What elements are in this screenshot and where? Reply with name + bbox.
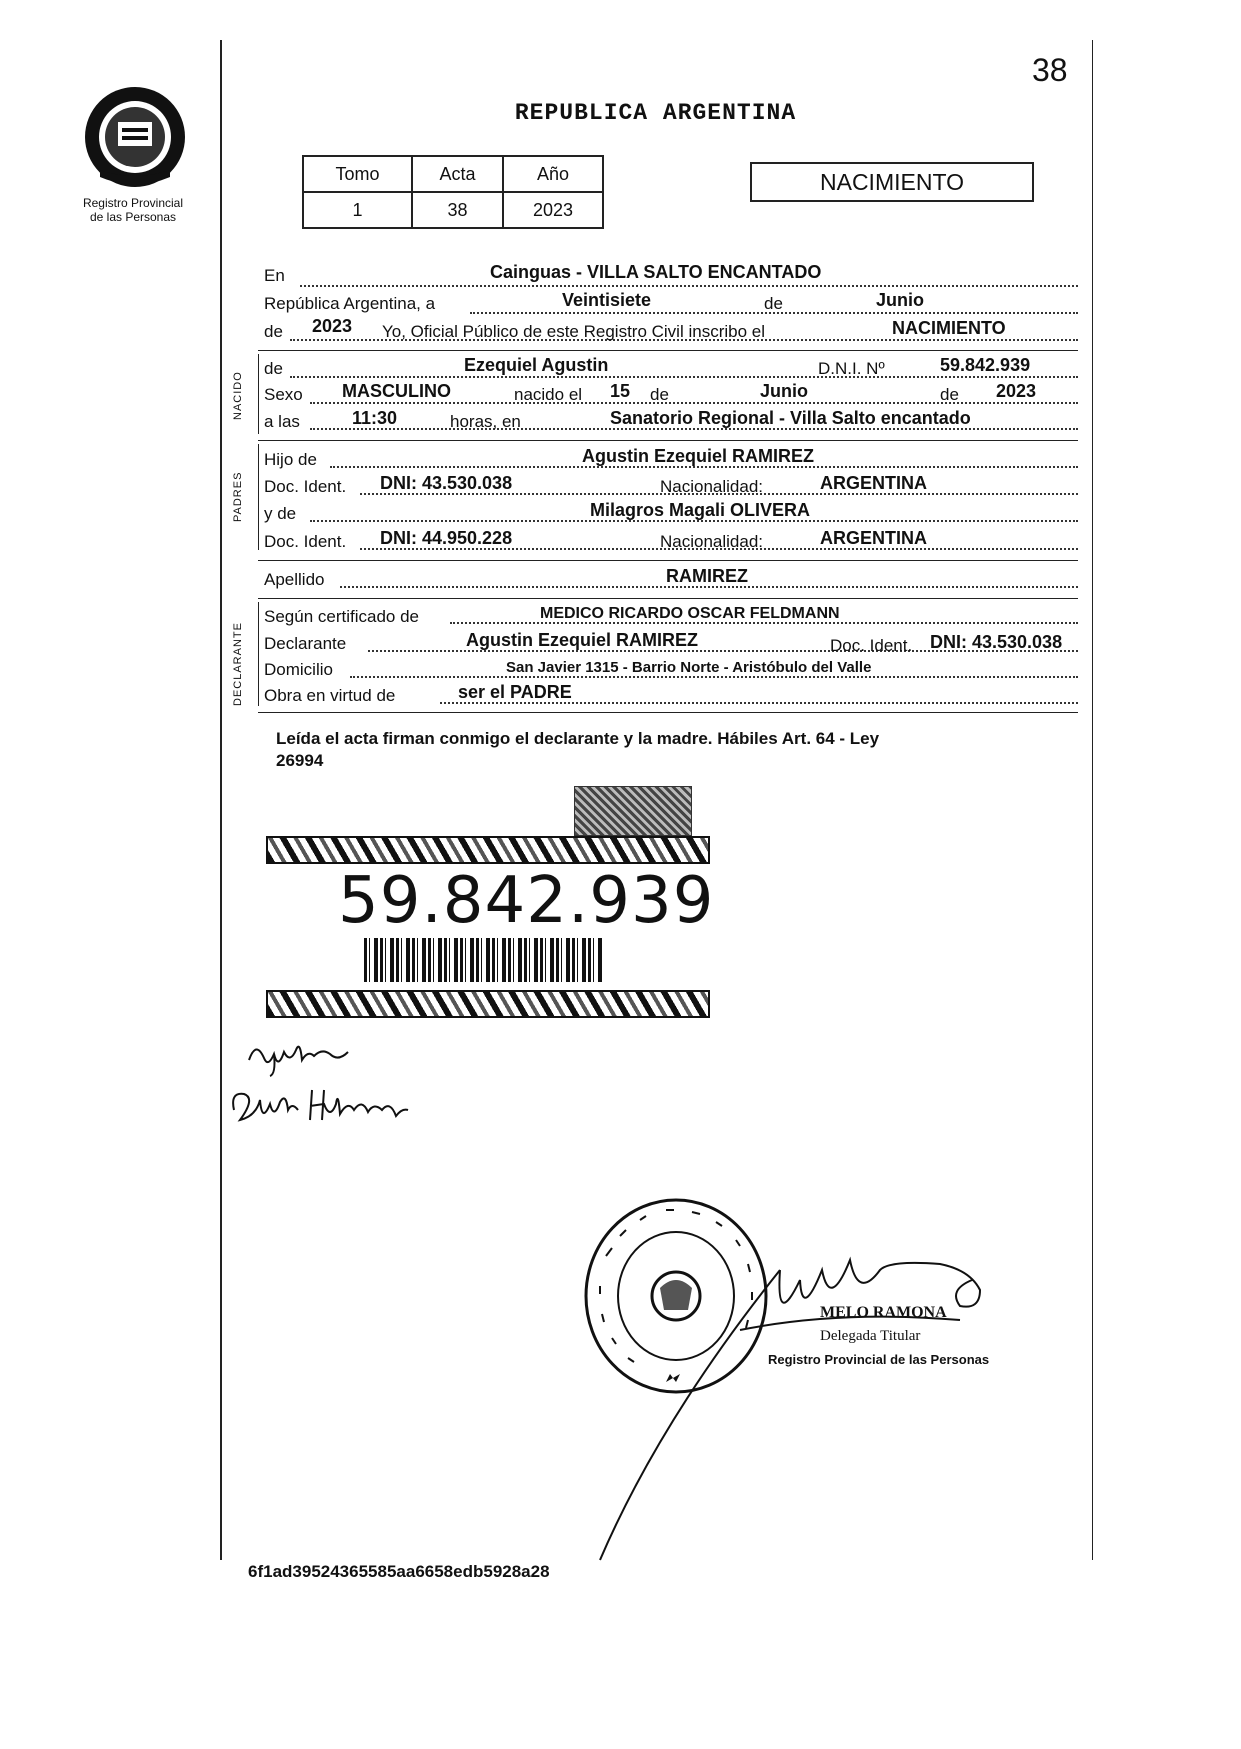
label-domicilio: Domicilio xyxy=(264,660,333,679)
signature-declarante xyxy=(244,1030,354,1085)
value-lugar: Cainguas - VILLA SALTO ENCANTADO xyxy=(490,262,822,282)
left-margin-line xyxy=(220,40,222,1560)
label-horas-en: horas, en xyxy=(450,412,521,431)
value-mes-nac: Junio xyxy=(760,381,808,401)
label-y-de: y de xyxy=(264,504,297,523)
label-apellido: Apellido xyxy=(264,570,325,589)
value-inscribe: NACIMIENTO xyxy=(892,318,1006,338)
value-madre: Milagros Magali OLIVERA xyxy=(590,500,811,520)
section-padres: PADRES xyxy=(232,471,244,522)
value-padre-dni: DNI: 43.530.038 xyxy=(380,473,513,493)
label-de-month: de xyxy=(764,294,783,313)
record-type-box: NACIMIENTO xyxy=(750,162,1034,202)
label-republica: República Argentina, a xyxy=(264,294,436,313)
official-title: Delegada Titular xyxy=(820,1328,921,1344)
label-sexo: Sexo xyxy=(264,385,303,404)
value-mes: Junio xyxy=(876,290,924,310)
dni-sticker-number: 59.842.939 xyxy=(338,864,715,938)
closing-line2: 26994 xyxy=(276,751,324,770)
label-de3: de xyxy=(940,385,959,404)
label-doc-ident1: Doc. Ident. xyxy=(264,477,347,496)
value-anio: 2023 xyxy=(312,316,353,336)
value-domicilio: San Javier 1315 - Barrio Norte - Aristóbulo del Valle xyxy=(506,659,872,676)
table-cell: 2023 xyxy=(503,192,603,228)
signature-madre xyxy=(226,1080,416,1141)
value-anio-nac: 2023 xyxy=(996,381,1037,401)
label-nacido-el: nacido el xyxy=(514,385,583,404)
label-hijo-de: Hijo de xyxy=(264,450,317,469)
label-nacionalidad2: Nacionalidad: xyxy=(660,532,764,551)
value-madre-nac: ARGENTINA xyxy=(820,528,927,548)
security-strip-top xyxy=(266,836,710,864)
value-nombre: Ezequiel Agustin xyxy=(464,355,609,375)
closing-text xyxy=(276,728,879,772)
table-header: Tomo xyxy=(303,156,412,192)
province-logo xyxy=(80,82,190,192)
value-dia: Veintisiete xyxy=(562,290,652,310)
value-certificado: MEDICO RICARDO OSCAR FELDMANN xyxy=(540,605,840,622)
value-declarante: Agustin Ezequiel RAMIREZ xyxy=(466,630,699,650)
table-cell: 1 xyxy=(303,192,412,228)
label-de-year: de xyxy=(264,322,283,341)
value-declarante-dni: DNI: 43.530.038 xyxy=(930,632,1063,652)
right-margin-line xyxy=(1092,40,1093,1560)
value-lugar-nac: Sanatorio Regional - Villa Salto encantado xyxy=(610,408,971,428)
value-padre: Agustin Ezequiel RAMIREZ xyxy=(582,446,815,466)
value-obra: ser el PADRE xyxy=(458,682,572,702)
table-header: Acta xyxy=(412,156,503,192)
registry-line1: Registro Provincial xyxy=(82,196,184,210)
security-strip-bottom xyxy=(266,990,710,1018)
section-nacido: NACIDO xyxy=(232,371,244,420)
official-org: Registro Provincial de las Personas xyxy=(768,1352,990,1367)
value-dia-nac: 15 xyxy=(610,381,631,401)
country-title: REPUBLICA ARGENTINA xyxy=(514,100,797,126)
label-obra: Obra en virtud de xyxy=(264,686,396,705)
label-nacionalidad1: Nacionalidad: xyxy=(660,477,764,496)
table-header: Año xyxy=(503,156,603,192)
official-name: MELO RAMONA xyxy=(820,1304,947,1321)
document-hash: 6f1ad39524365585aa6658edb5928a28 xyxy=(248,1562,550,1581)
closing-line1: Leída el acta firman conmigo el declarante y la madre. Hábiles Art. 64 - Ley xyxy=(276,729,880,748)
page-number: 38 xyxy=(1032,52,1068,88)
dni-barcode xyxy=(364,938,604,982)
value-dni: 59.842.939 xyxy=(940,355,1031,375)
value-hora: 11:30 xyxy=(352,408,398,428)
label-segun: Según certificado de xyxy=(264,607,419,626)
official-signature xyxy=(540,1240,1020,1575)
label-declarante: Declarante xyxy=(264,634,347,653)
label-a-las: a las xyxy=(264,412,300,431)
label-doc-ident3: Doc. Ident. xyxy=(830,636,913,655)
security-hologram xyxy=(574,786,692,836)
value-sexo: MASCULINO xyxy=(342,381,451,401)
registry-name xyxy=(58,196,208,224)
record-table xyxy=(302,155,604,229)
label-dni: D.N.I. Nº xyxy=(818,359,885,378)
label-de2: de xyxy=(650,385,669,404)
label-de-name: de xyxy=(264,359,283,378)
label-en: En xyxy=(264,266,285,285)
value-padre-nac: ARGENTINA xyxy=(820,473,927,493)
registry-line2: de las Personas xyxy=(89,210,177,224)
table-cell: 38 xyxy=(412,192,503,228)
value-madre-dni: DNI: 44.950.228 xyxy=(380,528,513,548)
label-doc-ident2: Doc. Ident. xyxy=(264,532,347,551)
label-yo: Yo, Oficial Público de este Registro Civil inscribo el xyxy=(382,322,765,341)
section-declarante: DECLARANTE xyxy=(232,622,244,706)
value-apellido: RAMIREZ xyxy=(666,566,748,586)
